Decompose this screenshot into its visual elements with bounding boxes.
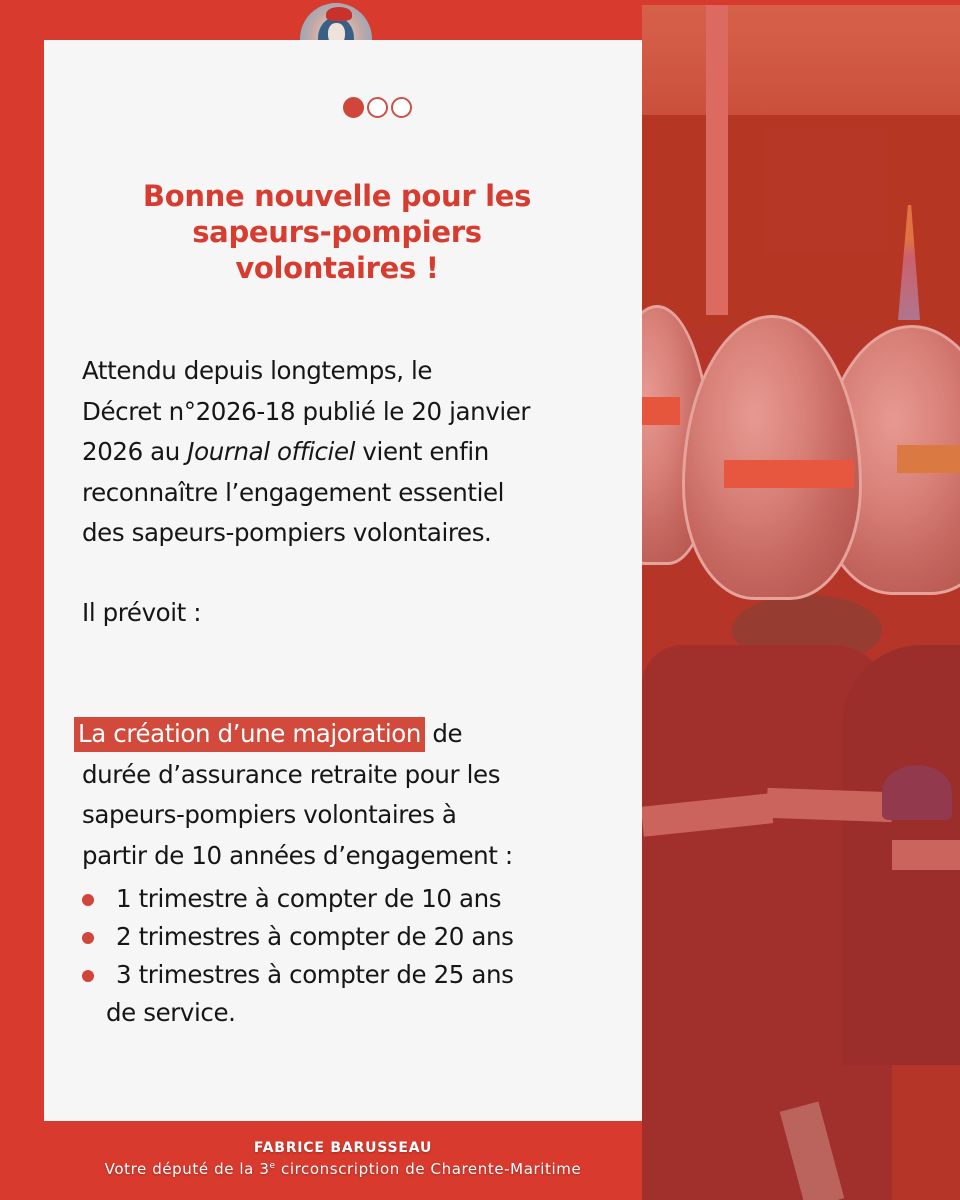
measure-line-1 bbox=[78, 714, 513, 755]
journal-officiel-text: Journal officiel bbox=[187, 437, 356, 466]
firefighters-photo bbox=[642, 5, 960, 1200]
list-item bbox=[80, 956, 640, 1032]
quarters-list bbox=[80, 880, 640, 1032]
intro-line-5: des sapeurs-pompiers volontaires. bbox=[82, 518, 492, 547]
intro-line-3-end: vient enfin bbox=[355, 437, 489, 466]
bullet-icon bbox=[82, 932, 94, 944]
role-ordinal-sup: e bbox=[269, 1161, 276, 1171]
deputy-name: FABRICE BARUSSEAU bbox=[253, 1140, 433, 1156]
page-dot-2[interactable] bbox=[367, 97, 388, 118]
signature-footer bbox=[44, 1138, 642, 1180]
avatar-phrygian-cap bbox=[326, 7, 352, 21]
page-dot-3[interactable] bbox=[391, 97, 412, 118]
list-item-text: 1 trimestre à compter de 10 ans bbox=[116, 884, 502, 913]
list-item bbox=[80, 918, 640, 956]
photo-red-tint bbox=[642, 5, 960, 1200]
deputy-role bbox=[44, 1158, 642, 1180]
role-text-start: Votre député de la 3 bbox=[104, 1160, 270, 1178]
highlighted-text: La création d’une majoration bbox=[74, 717, 425, 752]
measure-line-3: sapeurs-pompiers volontaires à bbox=[82, 800, 457, 829]
role-text-end: circonscription de Charente-Maritime bbox=[275, 1160, 582, 1178]
intro-line-4: reconnaître l’engagement essentiel bbox=[82, 477, 505, 507]
intro-line-3 bbox=[82, 432, 642, 473]
list-item-text: 2 trimestres à compter de 20 ans bbox=[116, 922, 514, 951]
bullet-icon bbox=[82, 970, 94, 982]
headline-line-1: Bonne nouvelle pour les bbox=[142, 179, 532, 213]
headline bbox=[44, 178, 630, 286]
intro-line-2: Décret n°2026-18 publié le 20 janvier bbox=[82, 396, 531, 426]
headline-line-3: volontaires ! bbox=[235, 251, 439, 285]
carousel-pagination[interactable] bbox=[343, 97, 412, 118]
provision-label: Il prévoit : bbox=[82, 598, 202, 627]
list-item bbox=[80, 880, 640, 918]
list-item-text: 3 trimestres à compter de 25 ans bbox=[116, 960, 514, 989]
list-item-continuation: de service. bbox=[106, 998, 236, 1027]
measure-line-2: durée d’assurance retraite pour les bbox=[82, 759, 501, 789]
intro-line-3-start: 2026 au bbox=[82, 437, 188, 466]
bullet-icon bbox=[82, 894, 94, 906]
intro-paragraph bbox=[78, 351, 642, 870]
intro-line-1: Attendu depuis longtemps, le bbox=[82, 356, 433, 385]
page-dot-1-active[interactable] bbox=[343, 97, 364, 118]
content-card bbox=[44, 40, 642, 1121]
headline-line-2: sapeurs-pompiers bbox=[192, 215, 482, 249]
measure-paragraph bbox=[78, 714, 513, 876]
measure-line-4: partir de 10 années d’engagement : bbox=[82, 840, 513, 870]
measure-line-1-end: de bbox=[425, 719, 463, 748]
